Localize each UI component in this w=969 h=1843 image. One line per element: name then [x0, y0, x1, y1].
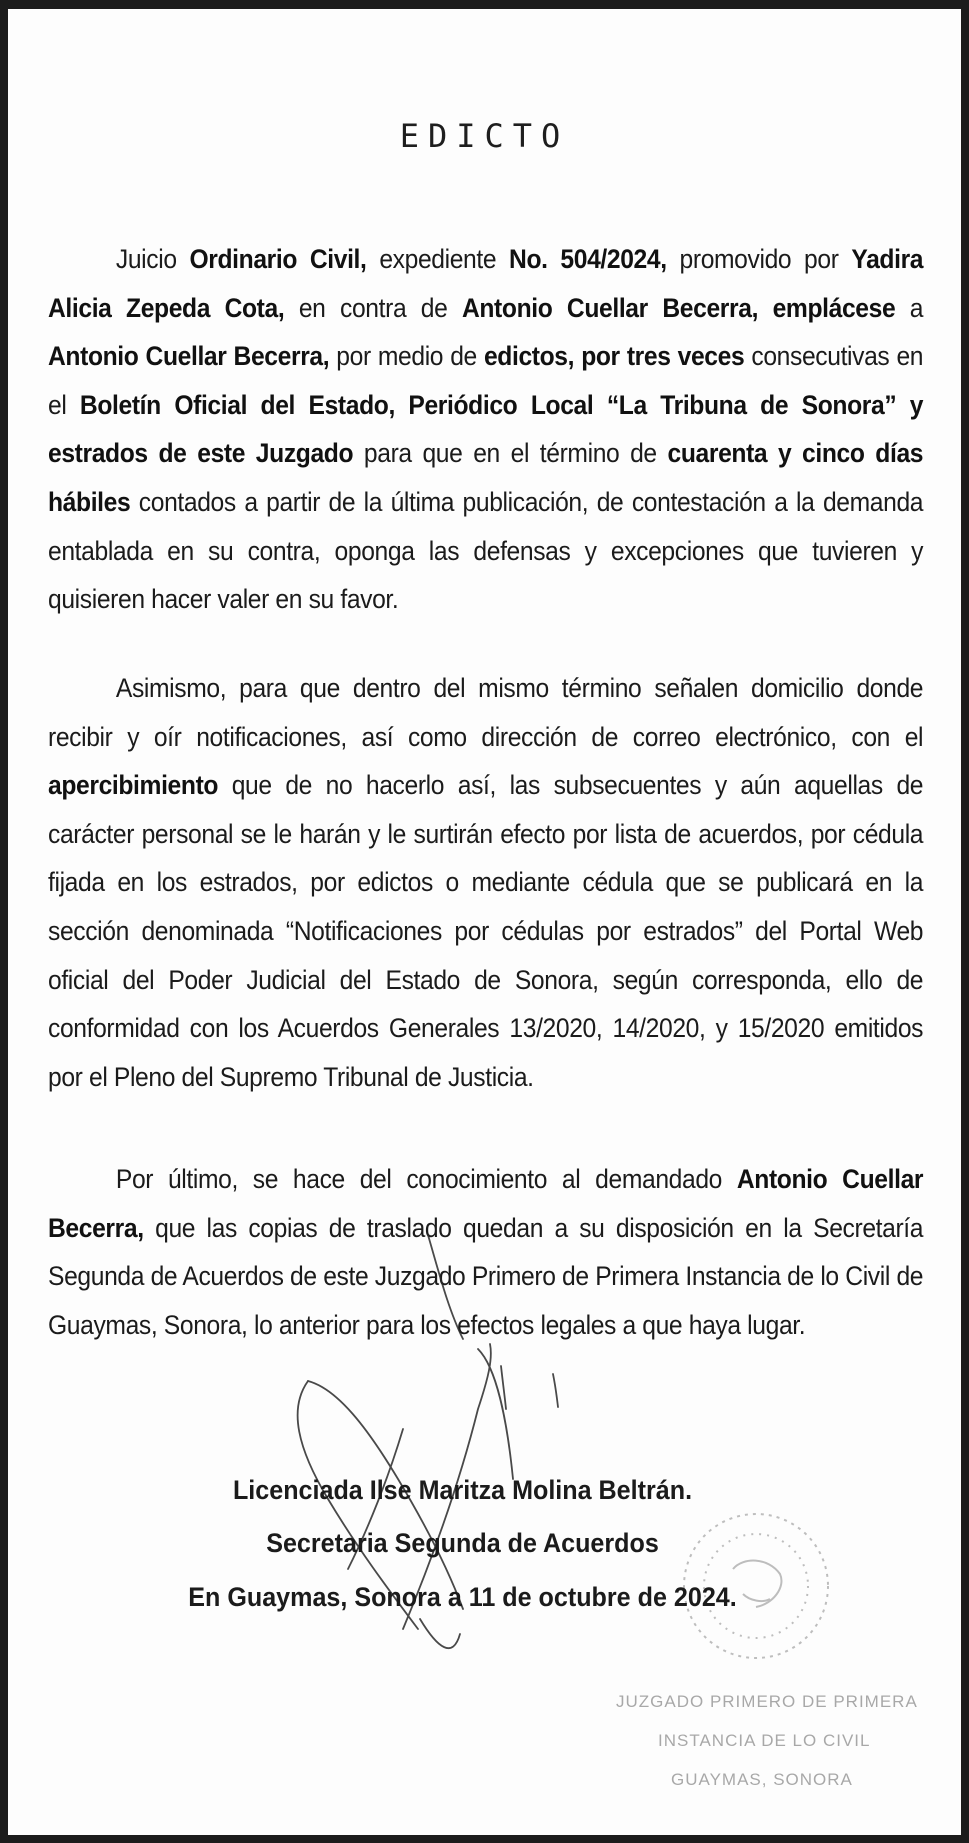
- paragraph-3: [48, 1155, 923, 1349]
- p2-text-1: Asimismo, para que dentro del mismo término señalen domicilio donde recibir y oír notificaciones, así como dirección de correo electrónico, con el: [48, 673, 924, 752]
- signatory-name: Licenciada Ilse Maritza Molina Beltrán.: [232, 1475, 693, 1505]
- p1-bold-4: Antonio Cuellar Becerra,: [461, 292, 759, 323]
- document-title: EDICTO: [399, 117, 570, 155]
- p1-text-5: [758, 293, 773, 323]
- p3-text-2: que las copias de traslado quedan a su disposición en la Secretaría Segunda de Acuerdos de este Juzgado Primero de Primera Instancia de lo Civil de Guaymas, Sonora, lo anterior para los efectos legales a que haya lugar.: [48, 1212, 924, 1340]
- document-page: [8, 9, 961, 1835]
- place-and-date: En Guaymas, Sonora a 11 de octubre de 2024.: [188, 1582, 737, 1612]
- stamp-line-2: INSTANCIA DE LO CIVIL: [658, 1731, 871, 1750]
- p1-bold-1: Ordinario Civil,: [189, 244, 367, 274]
- p1-text-7: por medio de: [329, 341, 484, 372]
- p2-bold-1: apercibimiento: [48, 770, 219, 801]
- p1-bold-5: emplácese: [772, 292, 896, 323]
- p1-text-4: en contra de: [284, 292, 462, 323]
- p3-bold-1: Antonio Cuellar Becerra,: [48, 1164, 924, 1243]
- p1-text-8: consecutivas en el: [48, 341, 924, 420]
- signatory-role: Secretaria Segunda de Acuerdos: [266, 1528, 659, 1558]
- p2-text-2: que de no hacerlo así, las subsecuentes y aún aquellas de carácter personal se le harán y le surtirán efecto por lista de acuerdos, por cédula fijada en los estrados, por edictos o mediante cédula que se publicará en la sección denominada “Notificaciones por cédulas por estrados” del Portal Web oficial del Poder Judicial del Estado de Sonora, según corresponda, ello de conformidad con los Acuerdos Generales 13/2020, 14/2020, y 15/2020 emitidos por el Pleno del Supremo Tribunal de Justicia.: [48, 770, 924, 1092]
- paragraph-2: [48, 664, 923, 1101]
- p1-bold-7: edictos, por tres veces: [483, 341, 745, 372]
- p3-text-1: Por último, se hace del conocimiento al demandado: [115, 1164, 737, 1194]
- paragraph-1: [48, 235, 923, 624]
- p1-bold-2: No. 504/2024,: [509, 244, 667, 274]
- p1-bold-6: Antonio Cuellar Becerra,: [48, 341, 330, 372]
- p1-text-6: a: [895, 292, 924, 323]
- stamp-line-1: JUZGADO PRIMERO DE PRIMERA: [616, 1692, 918, 1711]
- p1-text-3: promovido por: [666, 244, 852, 274]
- p1-bold-9: cuarenta y cinco días hábiles: [48, 438, 924, 517]
- p1-text-1: Juicio: [115, 244, 190, 274]
- p1-text-9: para que en el término de: [353, 438, 668, 469]
- p1-bold-3: Yadira Alicia Zepeda Cota,: [48, 244, 924, 323]
- p1-text-2: expediente: [366, 244, 510, 274]
- stamp-line-3: GUAYMAS, SONORA: [671, 1770, 853, 1789]
- p1-bold-8: Boletín Oficial del Estado, Periódico Local “La Tribuna de Sonora” y estrados de este Juzgado: [48, 389, 924, 469]
- p1-text-10: contados a partir de la última publicación, de contestación a la demanda entablada en su contra, oponga las defensas y excepciones que tuvieren y quisieren hacer valer en su favor.: [48, 486, 924, 615]
